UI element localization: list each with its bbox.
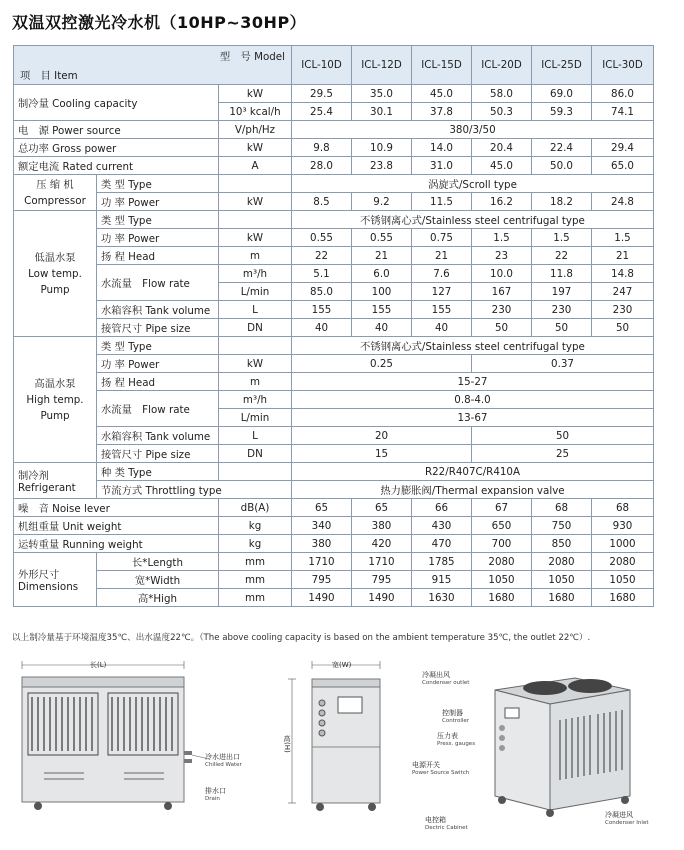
value-cell: 40 xyxy=(292,319,352,337)
value-cell: 45.0 xyxy=(472,157,532,175)
value-cell: 700 xyxy=(472,535,532,553)
value-cell: 40 xyxy=(352,319,412,337)
side-view-drawing xyxy=(280,655,390,815)
merged-value-cell: 15 xyxy=(292,445,472,463)
item-label: 项 目 Item xyxy=(20,70,78,82)
table-row xyxy=(14,85,654,103)
model-header: ICL-15D xyxy=(412,46,472,85)
value-cell: 21 xyxy=(592,247,654,265)
table-row xyxy=(14,175,654,193)
value-cell: 1000 xyxy=(592,535,654,553)
value-cell: 795 xyxy=(352,571,412,589)
sub-label: 类 型 Type xyxy=(97,337,219,355)
value-cell: 155 xyxy=(352,301,412,319)
table-row xyxy=(14,463,654,481)
row-label: 电 源 Power source xyxy=(14,121,219,139)
table-row xyxy=(14,589,654,607)
value-cell: 50 xyxy=(592,319,654,337)
category-en: High temp. xyxy=(26,393,84,406)
table-row xyxy=(14,319,654,337)
value-cell: 167 xyxy=(472,283,532,301)
unit-cell: L/min xyxy=(219,409,292,427)
unit-cell xyxy=(219,337,292,355)
value-cell: 155 xyxy=(292,301,352,319)
header-corner-cell xyxy=(14,46,292,85)
row-label: 总功率 Gross power xyxy=(14,139,219,157)
value-cell: 68 xyxy=(532,499,592,517)
table-row xyxy=(14,139,654,157)
sub-label: 宽*Width xyxy=(97,571,219,589)
iso-view-drawing xyxy=(480,660,650,820)
unit-cell: 10³ kcal/h xyxy=(219,103,292,121)
value-cell: 29.4 xyxy=(592,139,654,157)
sub-label: 水流量 Flow rate xyxy=(97,265,219,301)
table-row xyxy=(14,211,654,229)
table-row xyxy=(14,337,654,355)
sub-label: 功 率 Power xyxy=(97,355,219,373)
value-cell: 915 xyxy=(412,571,472,589)
model-label: 型 号 Model xyxy=(219,51,285,63)
value-cell: 0.75 xyxy=(412,229,472,247)
unit-cell: mm xyxy=(219,553,292,571)
table-row xyxy=(14,445,654,463)
value-cell: 21 xyxy=(412,247,472,265)
value-cell: 45.0 xyxy=(412,85,472,103)
value-cell: 40 xyxy=(412,319,472,337)
value-cell: 1680 xyxy=(592,589,654,607)
merged-value-cell: 0.37 xyxy=(472,355,654,373)
value-cell: 750 xyxy=(532,517,592,535)
value-cell: 1050 xyxy=(532,571,592,589)
category-en: Compressor xyxy=(24,194,86,207)
row-label: 额定电流 Rated current xyxy=(14,157,219,175)
value-cell: 1.5 xyxy=(592,229,654,247)
sub-label: 类 型 Type xyxy=(97,175,219,193)
value-cell: 50 xyxy=(532,319,592,337)
value-cell: 2080 xyxy=(592,553,654,571)
value-cell: 35.0 xyxy=(352,85,412,103)
model-header: ICL-10D xyxy=(292,46,352,85)
power-switch-label: 电源开关 Power Source Switch xyxy=(412,761,470,776)
value-cell: 1630 xyxy=(412,589,472,607)
condenser-inlet-label: 冷凝进风 Condenser Inlet xyxy=(605,811,649,826)
table-row xyxy=(14,247,654,265)
sub-label: 水箱容积 Tank volume xyxy=(97,301,219,319)
unit-cell: L xyxy=(219,427,292,445)
sub-label: 功 率 Power xyxy=(97,229,219,247)
value-cell: 230 xyxy=(532,301,592,319)
value-cell: 68 xyxy=(592,499,654,517)
value-cell: 14.8 xyxy=(592,265,654,283)
value-cell: 2080 xyxy=(472,553,532,571)
value-cell: 21 xyxy=(352,247,412,265)
value-cell: 50.3 xyxy=(472,103,532,121)
row-label: 噪 音 Noise lever xyxy=(14,499,219,517)
electric-cabinet-label: 电控箱 Dectric Cabinet xyxy=(425,816,468,831)
sub-label: 节流方式 Throttling type xyxy=(97,481,292,499)
value-cell: 10.9 xyxy=(352,139,412,157)
value-cell: 1050 xyxy=(592,571,654,589)
table-row xyxy=(14,265,654,283)
table-row xyxy=(14,481,654,499)
value-cell: 22.4 xyxy=(532,139,592,157)
table-row xyxy=(14,355,654,373)
value-cell: 0.55 xyxy=(292,229,352,247)
value-cell: 850 xyxy=(532,535,592,553)
table-row xyxy=(14,427,654,445)
unit-cell xyxy=(219,211,292,229)
value-cell: 380 xyxy=(292,535,352,553)
high-pump-category xyxy=(14,337,97,463)
value-cell: 0.55 xyxy=(352,229,412,247)
value-cell: 85.0 xyxy=(292,283,352,301)
value-cell: 20.4 xyxy=(472,139,532,157)
unit-cell: m³/h xyxy=(219,391,292,409)
row-label: 运转重量 Running weight xyxy=(14,535,219,553)
model-header: ICL-30D xyxy=(592,46,654,85)
table-row xyxy=(14,301,654,319)
table-row xyxy=(14,121,654,139)
spec-table xyxy=(13,45,654,607)
capacity-note: 以上制冷量基于环境温度35℃、出水温度22℃。（The above cooling capacity is based on the ambient temperature 35℃, the outlet 22℃）. xyxy=(12,633,591,643)
sub-label: 种 类 Type xyxy=(97,463,219,481)
value-cell: 65 xyxy=(292,499,352,517)
controller-label: 控制器 Controller xyxy=(442,709,470,724)
table-row xyxy=(14,517,654,535)
table-row xyxy=(14,535,654,553)
unit-cell: L xyxy=(219,301,292,319)
sub-label: 功 率 Power xyxy=(97,193,219,211)
merged-value-cell: 15-27 xyxy=(292,373,654,391)
sub-label: 接管尺寸 Pipe size xyxy=(97,319,219,337)
value-cell: 23.8 xyxy=(352,157,412,175)
table-row xyxy=(14,553,654,571)
page-title: 双温双控激光冷水机（10HP~30HP） xyxy=(12,13,307,32)
unit-cell: A xyxy=(219,157,292,175)
value-cell: 24.8 xyxy=(592,193,654,211)
model-header: ICL-25D xyxy=(532,46,592,85)
unit-cell: kW xyxy=(219,139,292,157)
sub-label: 高*High xyxy=(97,589,219,607)
value-cell: 69.0 xyxy=(532,85,592,103)
value-cell: 5.1 xyxy=(292,265,352,283)
value-cell: 14.0 xyxy=(412,139,472,157)
unit-cell: dB(A) xyxy=(219,499,292,517)
value-cell: 7.6 xyxy=(412,265,472,283)
unit-cell: m³/h xyxy=(219,265,292,283)
sub-label: 扬 程 Head xyxy=(97,247,219,265)
width-label: 宽(W) xyxy=(332,661,352,669)
category-en: Refrigerant xyxy=(18,482,76,494)
category-cn: 外形尺寸 xyxy=(18,569,60,581)
value-cell: 67 xyxy=(472,499,532,517)
category-cn: 制冷剂 xyxy=(18,470,49,482)
value-cell: 25.4 xyxy=(292,103,352,121)
value-cell: 29.5 xyxy=(292,85,352,103)
press-gauges-label: 压力表 Press. gauges xyxy=(437,732,476,747)
value-cell: 58.0 xyxy=(472,85,532,103)
table-row xyxy=(14,391,654,409)
value-cell: 6.0 xyxy=(352,265,412,283)
value-cell: 430 xyxy=(412,517,472,535)
unit-cell: DN xyxy=(219,445,292,463)
value-cell: 9.8 xyxy=(292,139,352,157)
value-cell: 23 xyxy=(472,247,532,265)
height-label: 高(H) xyxy=(283,735,291,753)
drain-label: 排水口 Drain xyxy=(205,787,226,802)
value-cell: 1490 xyxy=(352,589,412,607)
value-cell: 74.1 xyxy=(592,103,654,121)
merged-value-cell: 涡旋式/Scroll type xyxy=(292,175,654,193)
unit-cell: L/min xyxy=(219,283,292,301)
table-row xyxy=(14,499,654,517)
row-label: 机组重量 Unit weight xyxy=(14,517,219,535)
sub-label: 接管尺寸 Pipe size xyxy=(97,445,219,463)
value-cell: 86.0 xyxy=(592,85,654,103)
sub-label: 类 型 Type xyxy=(97,211,219,229)
value-cell: 9.2 xyxy=(352,193,412,211)
merged-value-cell: 不锈钢离心式/Stainless steel centrifugal type xyxy=(292,211,654,229)
value-cell: 16.2 xyxy=(472,193,532,211)
value-cell: 65.0 xyxy=(592,157,654,175)
merged-value-cell: 50 xyxy=(472,427,654,445)
table-row xyxy=(14,229,654,247)
category-cn: 压 缩 机 xyxy=(36,178,74,191)
sub-label: 扬 程 Head xyxy=(97,373,219,391)
merged-value-cell: 0.8-4.0 xyxy=(292,391,654,409)
unit-cell: mm xyxy=(219,589,292,607)
value-cell: 1050 xyxy=(472,571,532,589)
category-en: Pump xyxy=(40,283,70,296)
category-en: Low temp. xyxy=(28,267,82,280)
category-cn: 低温水泵 xyxy=(34,251,76,264)
table-row xyxy=(14,571,654,589)
sub-label: 水箱容积 Tank volume xyxy=(97,427,219,445)
value-cell: 1.5 xyxy=(532,229,592,247)
value-cell: 340 xyxy=(292,517,352,535)
category-en: Dimensions xyxy=(18,581,79,593)
value-cell: 930 xyxy=(592,517,654,535)
chilled-water-label: 冷水进出口 Chilled Water xyxy=(205,753,242,768)
value-cell: 127 xyxy=(412,283,472,301)
merged-value-cell: 热力膨胀阀/Thermal expansion valve xyxy=(292,481,654,499)
merged-value-cell: 13-67 xyxy=(292,409,654,427)
table-row xyxy=(14,46,654,85)
condenser-outlet-label: 冷凝出风 Condenser outlet xyxy=(422,671,470,686)
value-cell: 1490 xyxy=(292,589,352,607)
value-cell: 230 xyxy=(592,301,654,319)
merged-value-cell: 20 xyxy=(292,427,472,445)
value-cell: 795 xyxy=(292,571,352,589)
unit-cell: kg xyxy=(219,535,292,553)
unit-cell: mm xyxy=(219,571,292,589)
unit-cell xyxy=(219,463,292,481)
value-cell: 11.5 xyxy=(412,193,472,211)
unit-cell: kg xyxy=(219,517,292,535)
value-cell: 31.0 xyxy=(412,157,472,175)
value-cell: 28.0 xyxy=(292,157,352,175)
unit-cell: kW xyxy=(219,229,292,247)
value-cell: 230 xyxy=(472,301,532,319)
unit-cell: kW xyxy=(219,193,292,211)
low-pump-category xyxy=(14,211,97,337)
value-cell: 1680 xyxy=(532,589,592,607)
merged-value-cell: 不锈钢离心式/Stainless steel centrifugal type xyxy=(292,337,654,355)
value-cell: 1710 xyxy=(292,553,352,571)
unit-cell: kW xyxy=(219,85,292,103)
merged-value-cell: R22/R407C/R410A xyxy=(292,463,654,481)
value-cell: 50.0 xyxy=(532,157,592,175)
value-cell: 470 xyxy=(412,535,472,553)
value-cell: 22 xyxy=(532,247,592,265)
table-row xyxy=(14,373,654,391)
value-cell: 18.2 xyxy=(532,193,592,211)
dimensions-category xyxy=(14,553,97,607)
model-header: ICL-12D xyxy=(352,46,412,85)
value-cell: 30.1 xyxy=(352,103,412,121)
length-label: 长(L) xyxy=(90,661,107,669)
value-cell: 247 xyxy=(592,283,654,301)
sub-label: 长*Length xyxy=(97,553,219,571)
value-cell: 22 xyxy=(292,247,352,265)
value-cell: 37.8 xyxy=(412,103,472,121)
value-cell: 66 xyxy=(412,499,472,517)
value-cell: 2080 xyxy=(532,553,592,571)
compressor-category xyxy=(14,175,97,211)
row-label: 制冷量 Cooling capacity xyxy=(14,85,219,121)
unit-cell xyxy=(219,175,292,193)
merged-value-cell: 380/3/50 xyxy=(292,121,654,139)
value-cell: 59.3 xyxy=(532,103,592,121)
value-cell: 380 xyxy=(352,517,412,535)
refrigerant-category xyxy=(14,463,97,499)
unit-cell: V/ph/Hz xyxy=(219,121,292,139)
category-cn: 高温水泵 xyxy=(34,377,76,390)
value-cell: 1710 xyxy=(352,553,412,571)
value-cell: 420 xyxy=(352,535,412,553)
sub-label: 水流量 Flow rate xyxy=(97,391,219,427)
merged-value-cell: 0.25 xyxy=(292,355,472,373)
value-cell: 65 xyxy=(352,499,412,517)
model-header: ICL-20D xyxy=(472,46,532,85)
front-view-drawing xyxy=(14,655,214,815)
value-cell: 10.0 xyxy=(472,265,532,283)
value-cell: 155 xyxy=(412,301,472,319)
unit-cell: m xyxy=(219,247,292,265)
category-en: Pump xyxy=(40,409,70,422)
table-row xyxy=(14,193,654,211)
value-cell: 100 xyxy=(352,283,412,301)
value-cell: 8.5 xyxy=(292,193,352,211)
value-cell: 650 xyxy=(472,517,532,535)
unit-cell: kW xyxy=(219,355,292,373)
value-cell: 1.5 xyxy=(472,229,532,247)
unit-cell: DN xyxy=(219,319,292,337)
value-cell: 197 xyxy=(532,283,592,301)
value-cell: 11.8 xyxy=(532,265,592,283)
table-row xyxy=(14,157,654,175)
unit-cell: m xyxy=(219,373,292,391)
value-cell: 1785 xyxy=(412,553,472,571)
value-cell: 50 xyxy=(472,319,532,337)
merged-value-cell: 25 xyxy=(472,445,654,463)
value-cell: 1680 xyxy=(472,589,532,607)
